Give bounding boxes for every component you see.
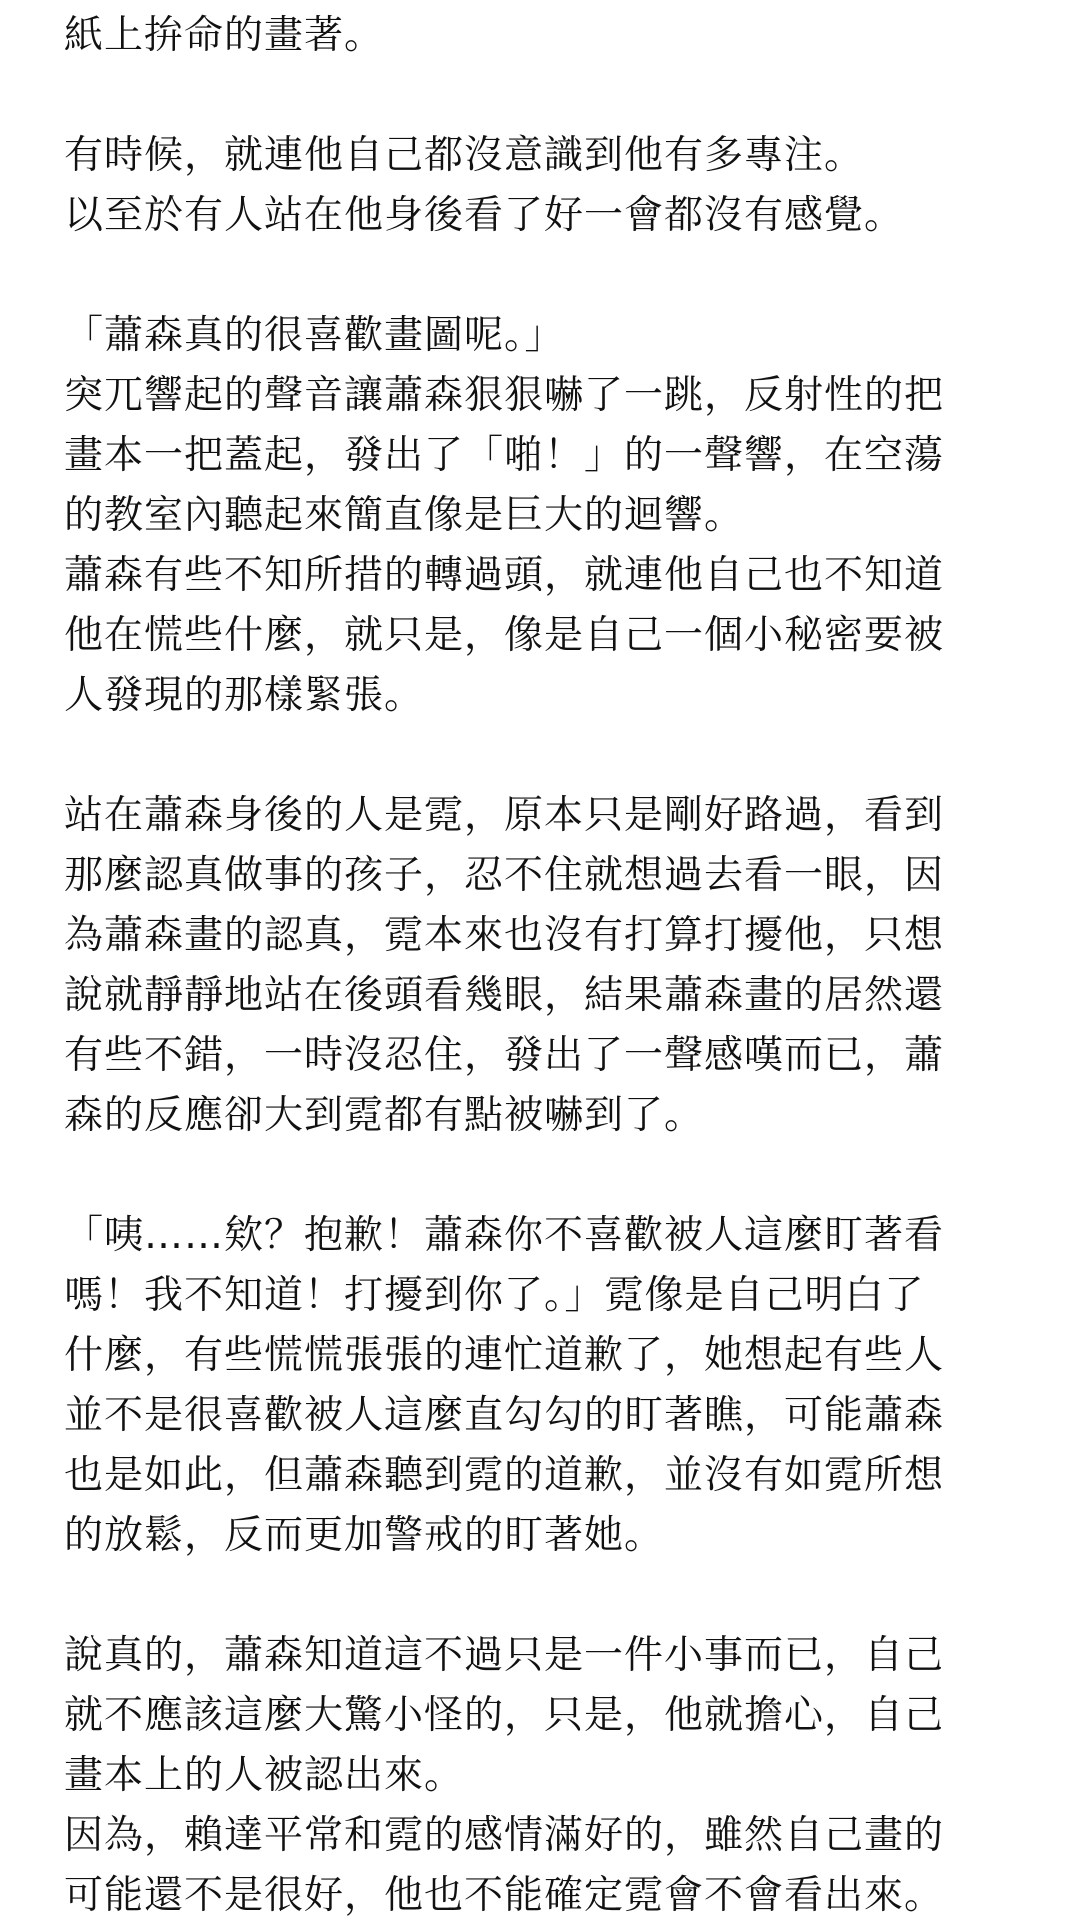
text-line: 站在蕭森身後的人是霓，原本只是剛好路過，看到: [64, 793, 945, 838]
text-line: 畫本上的人被認出來。: [64, 1753, 465, 1798]
text-line: 的教室內聽起來簡直像是巨大的迴響。: [64, 493, 745, 538]
text-line: 「蕭森真的很喜歡畫圖呢。」: [64, 313, 565, 358]
text-line: 並不是很喜歡被人這麼直勾勾的盯著瞧，可能蕭森: [64, 1393, 945, 1438]
text-line: 畫本一把蓋起，發出了「啪！」的一聲響，在空蕩: [64, 433, 945, 478]
text-line: 有些不錯，一時沒忍住，發出了一聲感嘆而已，蕭: [64, 1033, 945, 1078]
text-line: 紙上拚命的畫著。: [64, 13, 385, 58]
text-line: 以至於有人站在他身後看了好一會都沒有感覺。: [64, 193, 905, 238]
story-text: [64, 6, 1004, 1926]
blank-line: [64, 1566, 1004, 1626]
blank-line: [64, 246, 1004, 306]
text-line: 有時候，就連他自己都沒意識到他有多專注。: [64, 133, 865, 178]
text-line: 就不應該這麼大驚小怪的，只是，他就擔心，自己: [64, 1693, 945, 1738]
text-line: 森的反應卻大到霓都有點被嚇到了。: [64, 1093, 705, 1138]
text-line: 可能還不是很好，他也不能確定霓會不會看出來。: [64, 1873, 945, 1918]
text-line: 嗎！我不知道！打擾到你了。」霓像是自己明白了: [64, 1273, 925, 1318]
text-line: 「咦……欸？抱歉！蕭森你不喜歡被人這麼盯著看: [64, 1213, 945, 1258]
text-line: 他在慌些什麼，就只是，像是自己一個小秘密要被: [64, 613, 945, 658]
text-line: 說真的，蕭森知道這不過只是一件小事而已，自己: [64, 1633, 945, 1678]
text-line: 因為，賴達平常和霓的感情滿好的，雖然自己畫的: [64, 1813, 945, 1858]
text-line: 為蕭森畫的認真，霓本來也沒有打算打擾他，只想: [64, 913, 945, 958]
blank-line: [64, 66, 1004, 126]
text-line: 那麼認真做事的孩子，忍不住就想過去看一眼，因: [64, 853, 945, 898]
text-line: 的放鬆，反而更加警戒的盯著她。: [64, 1513, 665, 1558]
blank-line: [64, 1146, 1004, 1206]
text-line: 突兀響起的聲音讓蕭森狠狠嚇了一跳，反射性的把: [64, 373, 945, 418]
blank-line: [64, 726, 1004, 786]
text-line: 什麼，有些慌慌張張的連忙道歉了，她想起有些人: [64, 1333, 945, 1378]
text-line: 人發現的那樣緊張。: [64, 673, 425, 718]
text-line: 說就靜靜地站在後頭看幾眼，結果蕭森畫的居然還: [64, 973, 945, 1018]
text-line: 蕭森有些不知所措的轉過頭，就連他自己也不知道: [64, 553, 945, 598]
text-line: 也是如此，但蕭森聽到霓的道歉，並沒有如霓所想: [64, 1453, 945, 1498]
